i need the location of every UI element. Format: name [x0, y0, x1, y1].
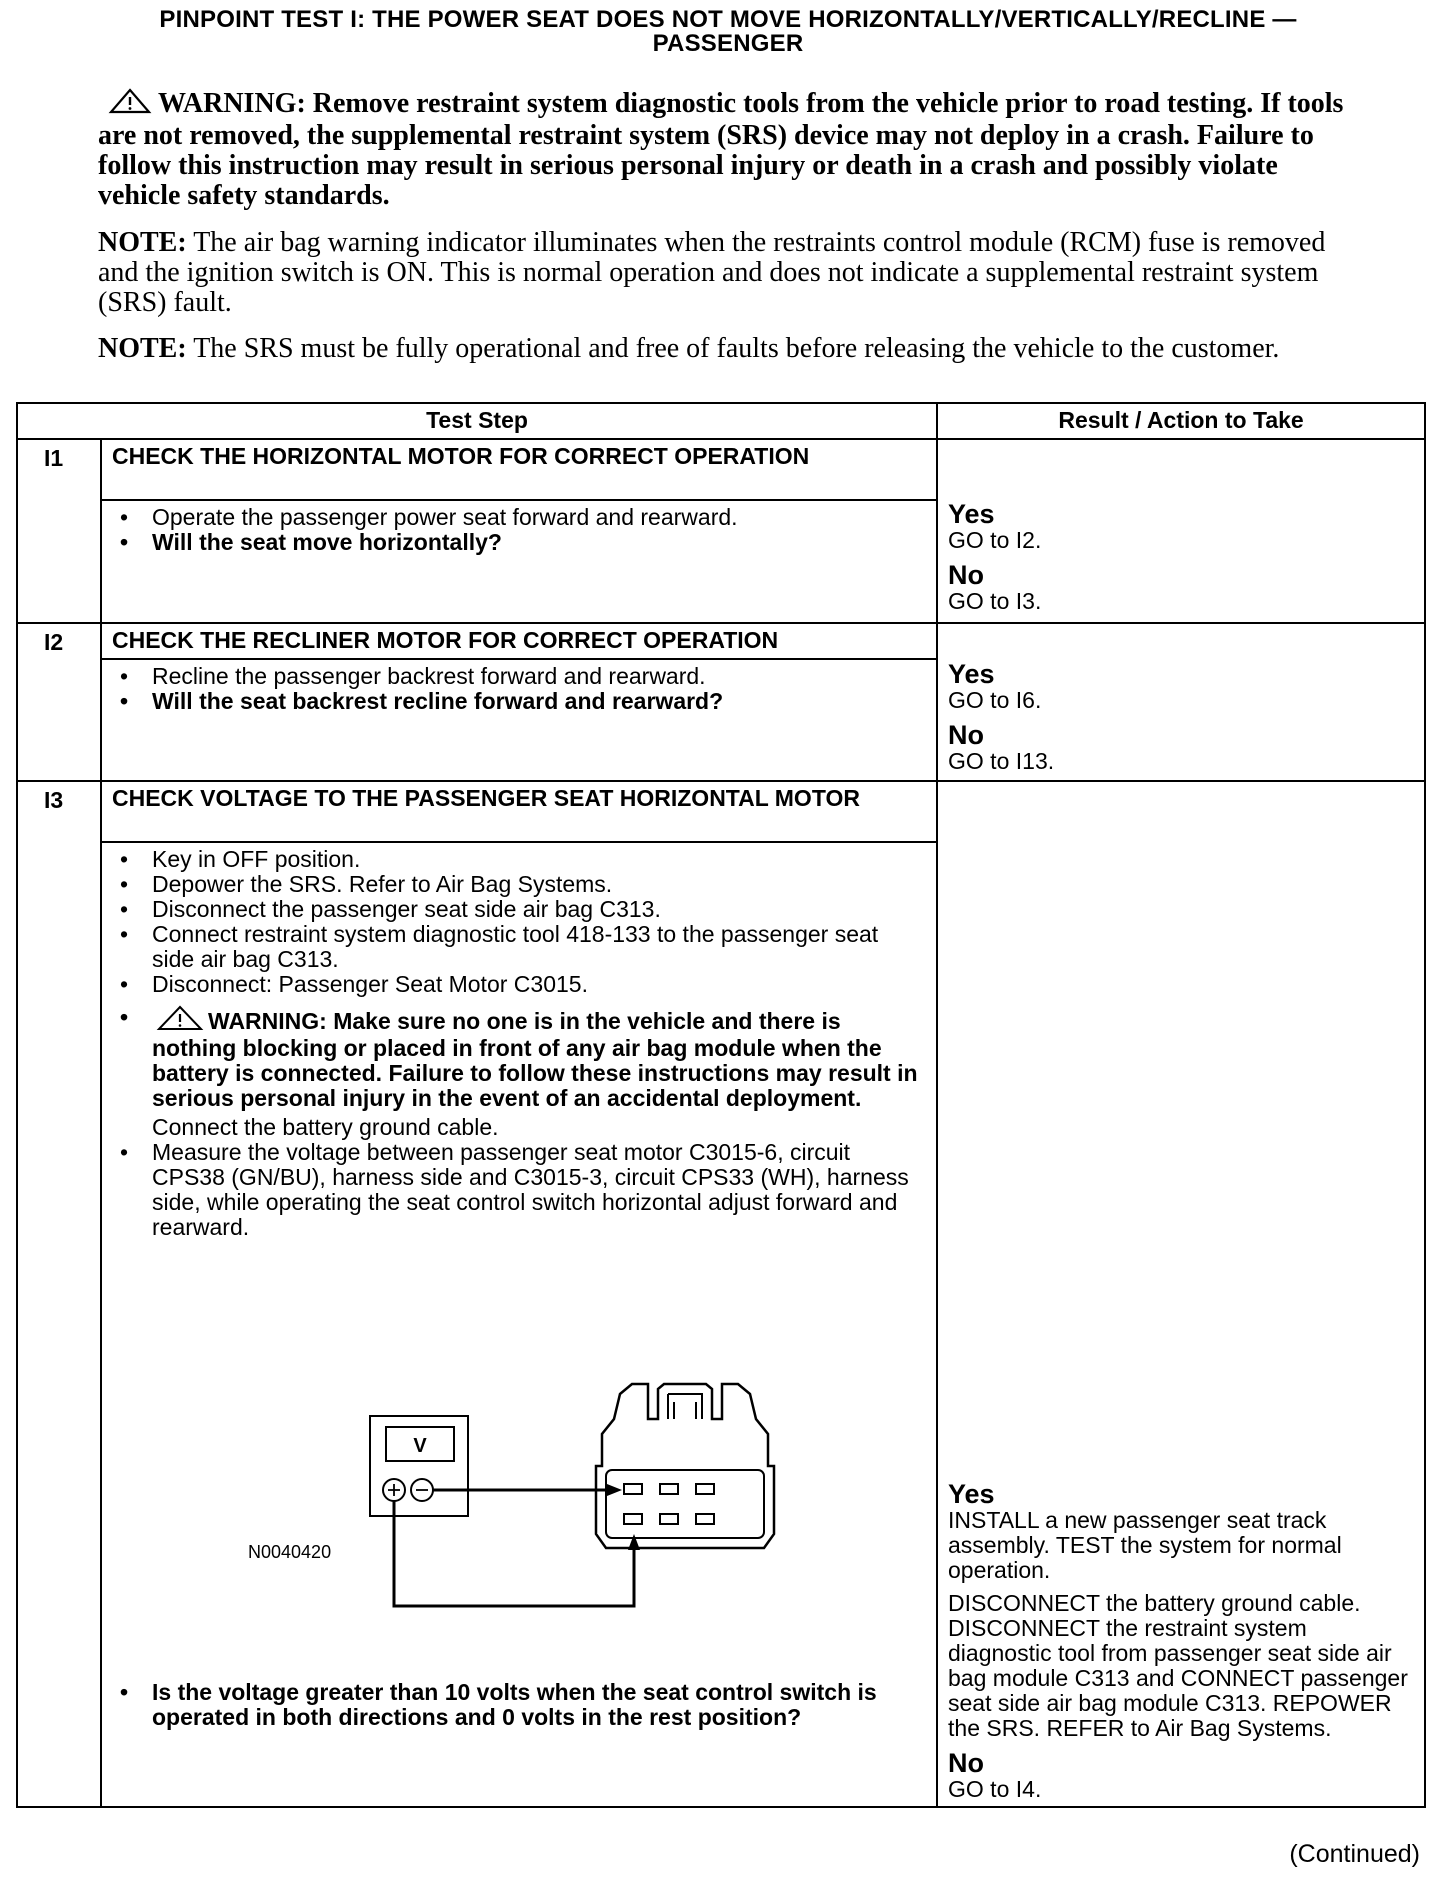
yes-action-2: DISCONNECT the battery ground cable. DISCONNECT the restraint system diagnostic tool from passenger seat side air bag module C313 and CONNECT passenger seat side air bag module C313. REPOWER the SRS. REFER to Air Bag Systems. — [948, 1590, 1408, 1741]
warning-triangle-icon — [156, 1005, 204, 1036]
voltage-measurement-diagram — [112, 1240, 926, 1680]
table-row — [17, 781, 1425, 842]
terminal-3 — [624, 1514, 642, 1524]
yes-label: Yes — [948, 659, 995, 689]
page-title-line2: PASSENGER — [652, 30, 804, 57]
step-body — [101, 500, 937, 623]
note-1 — [98, 228, 1348, 318]
list-item: • Disconnect: Passenger Seat Motor C3015. — [112, 972, 926, 997]
no-label: No — [948, 560, 985, 590]
list-item: • Connect restraint system diagnostic tool 418-133 to the passenger seat side air bag C313. — [112, 922, 926, 972]
step-warning-text: Make sure no one is in the vehicle and there is nothing blocking or placed in front of any air bag module when the battery is connected. Failure to follow these instructions may result in serious personal injury in the event of an accidental deployment. — [152, 1008, 918, 1111]
list-item: • Will the seat move horizontally? — [112, 530, 926, 555]
no-action: GO to I4. — [948, 1776, 1042, 1802]
circuit-figure — [302, 1244, 862, 1624]
step-id: I1 — [17, 439, 101, 623]
step-warning-label: WARNING: — [208, 1008, 327, 1034]
continued-label: (Continued) — [1289, 1840, 1420, 1868]
list-item-question: • Is the voltage greater than 10 volts when the seat control switch is operated in both directions and 0 volts in the rest position? — [112, 1680, 926, 1730]
note-1-text: The air bag warning indicator illuminates when the restraints control module (RCM) fuse is removed and the ignition switch is ON. This is normal operation and does not indicate a supplemental restraint system (SRS) fault. — [98, 227, 1326, 318]
no-label: No — [948, 720, 985, 750]
step-result — [937, 623, 1425, 781]
warning-text: Remove restraint system diagnostic tools from the vehicle prior to road testing. If tools are not removed, the supplemental restraint system (SRS) device may not deploy in a crash. Failure to follow this instruction may result in serious personal injury or death in a crash and possibly violate vehicle safety standards. — [98, 88, 1344, 211]
step-id: I3 — [17, 781, 101, 1807]
step-result — [937, 781, 1425, 1807]
table-header-row — [17, 403, 1425, 439]
step-body — [101, 842, 937, 1807]
note-2-text: The SRS must be fully operational and free of faults before releasing the vehicle to the customer. — [193, 333, 1280, 364]
list-item: • Operate the passenger power seat forward and rearward. — [112, 505, 926, 530]
yes-label: Yes — [948, 499, 995, 529]
probe-arrow — [607, 1484, 622, 1496]
list-item: • Recline the passenger backrest forward and rearward. — [112, 664, 926, 689]
yes-label: Yes — [948, 1479, 995, 1509]
yes-action: GO to I6. — [948, 687, 1042, 713]
warning-label: WARNING: — [158, 88, 306, 119]
list-item: • Disconnect the passenger seat side air bag C313. — [112, 897, 926, 922]
header-result-action: Result / Action to Take — [937, 403, 1425, 439]
yes-action: GO to I2. — [948, 527, 1042, 553]
page-title — [0, 8, 1456, 56]
terminal-6 — [624, 1484, 642, 1494]
step-title: CHECK THE HORIZONTAL MOTOR FOR CORRECT OPERATION — [101, 439, 937, 500]
warning-block — [98, 88, 1348, 211]
note-2 — [98, 334, 1348, 364]
list-item: • Measure the voltage between passenger seat motor C3015-6, circuit CPS38 (GN/BU), harness side and C3015-3, circuit CPS33 (WH), harness side, while operating the seat control switch horizontal adjust forward and rearward. — [112, 1140, 926, 1240]
figure-id: N0040420 — [248, 1542, 332, 1562]
table-row — [17, 439, 1425, 500]
step-title: CHECK THE RECLINER MOTOR FOR CORRECT OPERATION — [101, 623, 937, 659]
motor-connector — [596, 1384, 774, 1548]
warning-triangle-icon — [108, 88, 152, 121]
multimeter-label: V — [413, 1435, 427, 1457]
test-steps-table — [16, 402, 1426, 1808]
no-action: GO to I3. — [948, 588, 1042, 614]
step-title: CHECK VOLTAGE TO THE PASSENGER SEAT HORIZONTAL MOTOR — [101, 781, 937, 842]
note-1-label: NOTE: — [98, 227, 187, 258]
list-item: • Depower the SRS. Refer to Air Bag Systems. — [112, 872, 926, 897]
list-item: Connect the battery ground cable. — [152, 1114, 499, 1140]
list-item-warning — [112, 1005, 926, 1111]
list-item: • Will the seat backrest recline forward and rearward? — [112, 689, 926, 714]
step-body — [101, 659, 937, 781]
no-label: No — [948, 1748, 985, 1778]
header-test-step: Test Step — [17, 403, 937, 439]
step-result — [937, 439, 1425, 623]
yes-action-1: INSTALL a new passenger seat track assembly. TEST the system for normal operation. — [948, 1507, 1342, 1583]
page-title-line1: PINPOINT TEST I: THE POWER SEAT DOES NOT MOVE HORIZONTALLY/VERTICALLY/RECLINE — — [159, 6, 1297, 33]
list-item: • Key in OFF position. — [112, 847, 926, 872]
no-action: GO to I13. — [948, 748, 1055, 774]
step-id: I2 — [17, 623, 101, 781]
table-row — [17, 623, 1425, 659]
note-2-label: NOTE: — [98, 333, 187, 364]
